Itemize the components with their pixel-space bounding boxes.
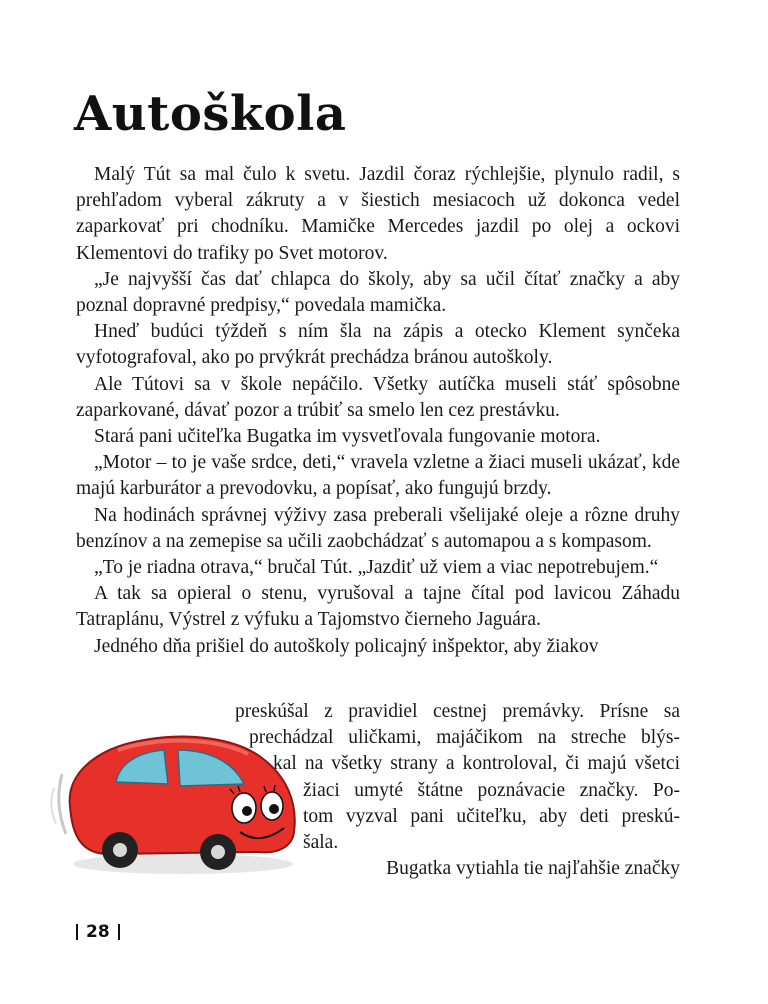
text-line: preskúšal z pravidiel cestnej premávky. Prísne sa (235, 701, 680, 722)
text-line: prechádzal uličkami, majáčikom na streche blýs- (249, 727, 680, 749)
text-line: Bugatka vytiahla tie najľahšie značky (386, 858, 680, 880)
paragraph: „Je najvyšší čas dať chlapca do školy, aby sa učil čítať značky a aby poznal dopravné predpisy,“ povedala mamička. (76, 268, 680, 317)
divider (118, 924, 120, 940)
paragraph: Ale Tútovi sa v škole nepáčilo. Všetky autíčka museli stáť spôsobne zaparkované, dávať pozor a trúbiť sa smelo len cez prestávku. (76, 373, 680, 421)
paragraph: A tak sa opieral o stenu, vyrušoval a tajne čítal pod lavicou Záhadu Tatraplánu, Výstrel z výfuku a Tajomstvo čierneho Jaguára. (76, 583, 680, 631)
page-number (76, 922, 120, 942)
text-line: žiaci umyté štátne poznávacie značky. Po- (303, 779, 680, 801)
text-line: kal na všetky strany a kontroloval, či majú všetci (273, 753, 680, 775)
paragraph: Hneď budúci týždeň s ním šla na zápis a otecko Klement synčeka vyfotografoval, ako po prvýkrát prechádza bránou autoškoly. (76, 321, 680, 369)
paragraph: Stará pani učiteľka Bugatka im vysvetľovala fungovanie motora. (94, 426, 601, 448)
red-car-illustration (48, 714, 308, 884)
divider (76, 924, 78, 940)
paragraph: Malý Tút sa mal čulo k svetu. Jazdil čoraz rýchlejšie, plynulo radil, s prehľadom vyberal zákruty a v šiestich mesiacoch už dokonca vedel zaparkovať pri chodníku. Mamičke Mercedes jazdil po olej a ockovi Klementovi do trafiky po Svet motorov. (76, 164, 680, 264)
text-line: tom vyzval pani učiteľku, aby deti preskú- (303, 805, 680, 827)
paragraph: „Motor – to je vaše srdce, deti,“ vravela vzletne a žiaci museli ukázať, kde majú karburátor a prevodovku, a popísať, ako fungujú brzdy. (76, 452, 680, 500)
text-line: šala. (303, 832, 339, 854)
body-text (76, 162, 680, 660)
page-title: Autoškola (74, 86, 347, 142)
page-number-text: 28 (86, 922, 110, 942)
paragraph: „To je riadna otrava,“ bručal Tút. „Jazdiť už viem a viac nepotrebujem.“ (94, 557, 659, 579)
paragraph: Na hodinách správnej výživy zasa preberali všelijaké oleje a rôzne druhy benzínov a na zemepise sa učili zaobchádzať s automapou a s kompasom. (76, 504, 680, 552)
paragraph: Jedného dňa prišiel do autoškoly policajný inšpektor, aby žiakov (94, 635, 599, 657)
